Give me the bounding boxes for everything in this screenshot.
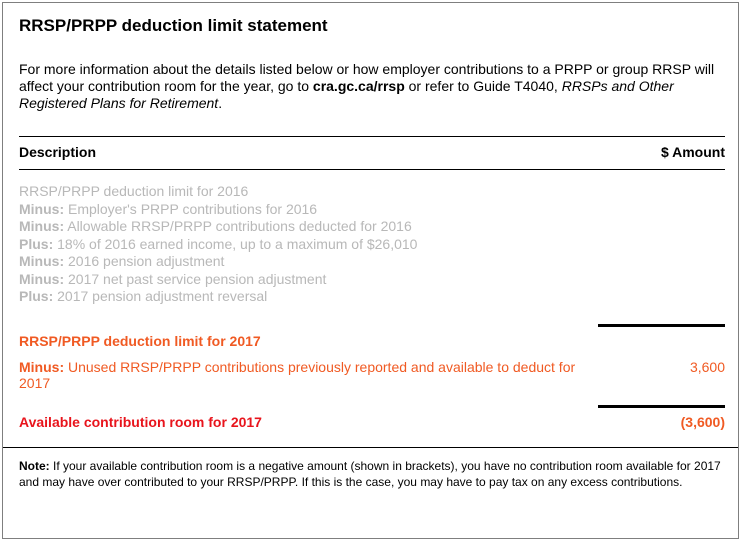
calc-row: Minus: Allowable RRSP/PRPP contributions deducted for 2016 <box>19 218 412 234</box>
intro-text-middle: or refer to Guide T4040, <box>404 78 562 94</box>
total-bar <box>598 405 725 408</box>
note-paragraph <box>19 458 729 490</box>
available-room-amount: (3,600) <box>680 414 725 430</box>
note-text: If your available contribution room is a negative amount (shown in brackets), you have no contribution room available for 2017 and may have over contributed to your RRSP/PRPP. If this is the case, you may have to pay tax on any excess contributions. <box>19 459 721 489</box>
column-header-amount: $ Amount <box>660 144 725 160</box>
unused-contributions-row <box>19 359 579 391</box>
unused-contributions-amount: 3,600 <box>689 359 725 375</box>
calc-row: Minus: Employer's PRPP contributions for 2016 <box>19 200 318 217</box>
intro-paragraph <box>19 61 724 112</box>
column-header-description: Description <box>19 144 97 160</box>
header-rule <box>19 169 725 170</box>
calc-row: Plus: 18% of 2016 earned income, up to a maximum of $26,010 <box>19 235 418 252</box>
subtotal-bar <box>598 324 725 327</box>
calc-row: RRSP/PRPP deduction limit for 2016 <box>19 183 249 199</box>
calc-row: Minus: 2017 net past service pension adjustment <box>19 270 327 287</box>
guide-title: RRSPs and Other Registered Plans for Retirement <box>19 78 674 111</box>
intro-text-before: For more information about the details listed below or how employer contributions to a PRPP or group RRSP will affect your contribution room for the year, go to <box>19 61 715 94</box>
prior-year-calculation-list <box>19 183 579 306</box>
note-rule <box>3 447 738 448</box>
unused-prefix: Minus: <box>19 359 65 375</box>
statement-title: RRSP/PRPP deduction limit statement <box>19 16 328 35</box>
unused-text: Unused RRSP/PRPP contributions previously reported and available to deduct for 2017 <box>19 359 576 391</box>
intro-text-end: . <box>218 95 223 111</box>
available-room-label: Available contribution room for 2017 <box>19 414 262 430</box>
rrsp-link[interactable]: cra.gc.ca/rrsp <box>312 78 405 94</box>
calc-row: Plus: 2017 pension adjustment reversal <box>19 288 268 304</box>
deduction-limit-2017: RRSP/PRPP deduction limit for 2017 <box>19 333 261 349</box>
table-top-rule <box>19 136 725 137</box>
calc-row: Minus: 2016 pension adjustment <box>19 253 225 269</box>
note-prefix: Note: <box>19 459 50 473</box>
